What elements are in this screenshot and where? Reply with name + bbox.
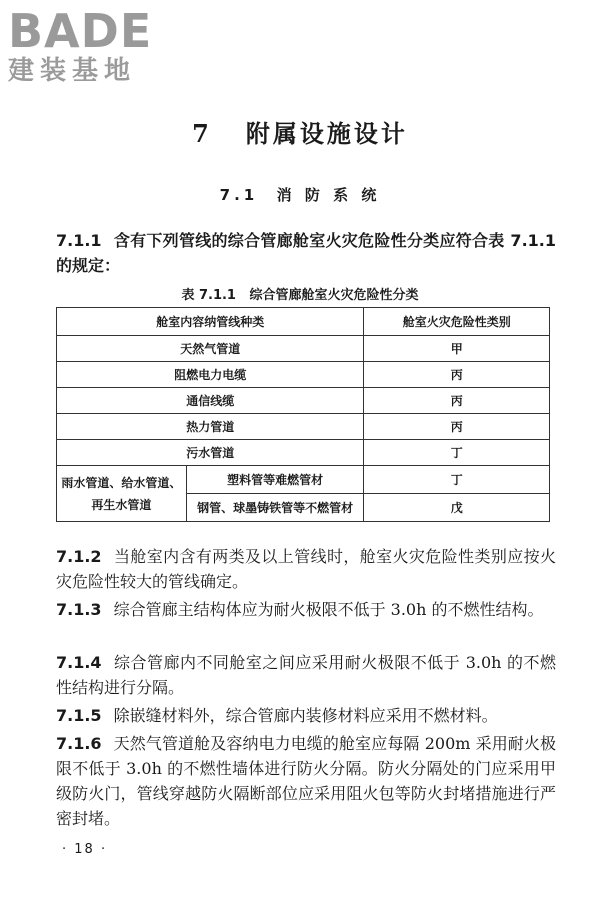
clause-7-1-6 [56, 731, 556, 831]
table-row [57, 336, 550, 362]
table-header-row [57, 308, 550, 336]
sub-pipe-cell: 钢管、球墨铸铁管等不燃管材 [186, 494, 364, 522]
clause-text: 除嵌缝材料外，综合管廊内装修材料应采用不燃材料。 [113, 706, 498, 725]
clause-7-1-1 [56, 228, 556, 278]
fire-hazard-table [56, 307, 550, 522]
class-cell: 甲 [364, 336, 550, 362]
clause-number: 7.1.6 [56, 734, 102, 753]
table-row [57, 414, 550, 440]
pipe-cell: 热力管道 [57, 414, 364, 440]
group-pipe-cell: 雨水管道、给水管道、再生水管道 [57, 466, 187, 522]
table-row [57, 466, 550, 494]
clause-7-1-4 [56, 650, 556, 700]
clause-text: 天然气管道舱及容纳电力电缆的舱室应每隔 200m 采用耐火极限不低于 3.0h 的不燃性墙体进行防火分隔。防火分隔处的门应采用甲级防火门，管线穿越防火隔断部位应采用阻火包等防火封堵措施进行严密封堵。 [56, 734, 556, 828]
table-caption: 表 7.1.1 综合管廊舱室火灾危险性分类 [181, 288, 419, 303]
header-pipe-type: 舱室内容纳管线种类 [57, 308, 364, 336]
clause-text: 综合管廊主结构体应为耐火极限不低于 3.0h 的不燃性结构。 [113, 600, 544, 619]
class-cell: 丙 [364, 362, 550, 388]
table-row [57, 362, 550, 388]
clause-number: 7.1.3 [56, 600, 102, 619]
chapter-title: 7 附属设施设计 [192, 119, 408, 148]
clause-number: 7.1.4 [56, 653, 102, 672]
table-row [57, 440, 550, 466]
class-cell: 丁 [364, 466, 550, 494]
class-cell: 丙 [364, 388, 550, 414]
page-number: · 18 · [62, 842, 108, 857]
class-cell: 丁 [364, 440, 550, 466]
section-title: 7.1 消 防 系 统 [219, 186, 381, 204]
logo-brand: BADE [8, 4, 153, 58]
clause-text: 含有下列管线的综合管廊舱室火灾危险性分类应符合表 7.1.1 的规定： [56, 231, 556, 275]
clause-number: 7.1.1 [56, 231, 102, 250]
pipe-cell: 通信线缆 [57, 388, 364, 414]
header-hazard-class: 舱室火灾危险性类别 [364, 308, 550, 336]
brand-logo [8, 6, 183, 86]
clause-number: 7.1.2 [56, 547, 102, 566]
clause-text: 当舱室内含有两类及以上管线时，舱室火灾危险性类别应按火灾危险性较大的管线确定。 [56, 547, 556, 591]
pipe-cell: 天然气管道 [57, 336, 364, 362]
clause-7-1-2 [56, 544, 556, 594]
class-cell: 戊 [364, 494, 550, 522]
table-row [57, 388, 550, 414]
pipe-cell: 阻燃电力电缆 [57, 362, 364, 388]
clause-7-1-5 [56, 703, 556, 728]
logo-subtitle: 建装基地 [8, 56, 137, 86]
clause-number: 7.1.5 [56, 706, 102, 725]
clause-text: 综合管廊内不同舱室之间应采用耐火极限不低于 3.0h 的不燃性结构进行分隔。 [56, 653, 556, 697]
sub-pipe-cell: 塑料管等难燃管材 [186, 466, 364, 494]
class-cell: 丙 [364, 414, 550, 440]
pipe-cell: 污水管道 [57, 440, 364, 466]
clause-7-1-3 [56, 597, 556, 622]
